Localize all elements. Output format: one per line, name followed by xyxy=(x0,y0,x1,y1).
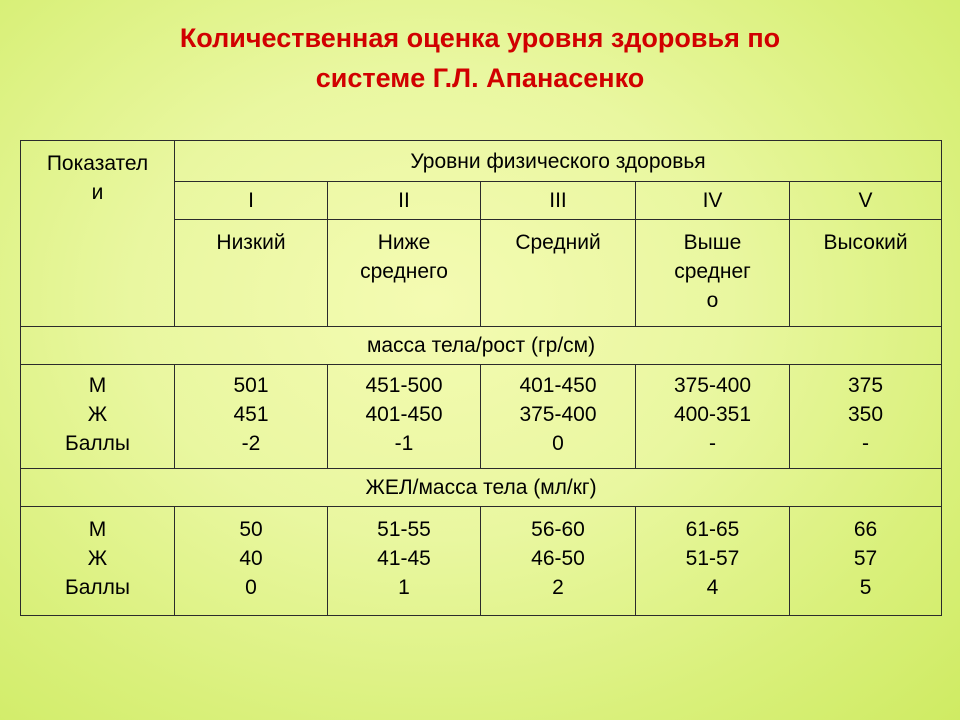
cell-value: 350 xyxy=(848,403,884,426)
row-labels-cell xyxy=(21,507,175,616)
level-name-text: Средний xyxy=(515,231,601,254)
indicators-header: Показател и xyxy=(46,152,149,204)
section-title: ЖЕЛ/масса тела (мл/кг) xyxy=(21,469,942,507)
row-label: М xyxy=(88,518,107,541)
cell-value: 375-400 xyxy=(519,403,597,426)
cell-value: 61-65 xyxy=(685,518,740,541)
level-name-text: о xyxy=(706,289,719,312)
data-cell xyxy=(175,365,328,469)
page-title xyxy=(0,18,960,98)
level-name-cell xyxy=(481,220,636,327)
cell-value: 375 xyxy=(848,374,884,397)
cell-value: 451-500 xyxy=(365,374,443,397)
cell-value: 40 xyxy=(239,547,263,570)
cell-value: 401-450 xyxy=(519,374,597,397)
level-name-cell xyxy=(175,220,328,327)
cell-value: 4 xyxy=(706,576,719,599)
levels-header-cell xyxy=(175,141,942,182)
title-line-2: системе Г.Л. Апанасенко xyxy=(315,63,645,93)
cell-value: 375-400 xyxy=(673,374,752,397)
level-name-text: Ниже xyxy=(377,231,431,254)
cell-value: -2 xyxy=(241,432,261,455)
level-name-cell xyxy=(328,220,481,327)
cell-value: - xyxy=(709,432,716,455)
data-cell xyxy=(175,507,328,616)
cell-value: 451 xyxy=(233,403,269,426)
cell-value: 2 xyxy=(552,576,564,599)
data-cell xyxy=(636,365,790,469)
section-1-title-row xyxy=(21,327,942,365)
cell-value: 400-351 xyxy=(673,403,752,426)
cell-value: 5 xyxy=(859,576,872,599)
health-level-table xyxy=(20,140,942,616)
row-label: Ж xyxy=(87,403,108,426)
level-name-text: Высокий xyxy=(823,231,908,254)
cell-value: 56-60 xyxy=(531,518,585,541)
cell-value: 401-450 xyxy=(365,403,443,426)
section-1-data-row xyxy=(21,365,942,469)
level-name-text: среднего xyxy=(360,260,448,283)
level-name-text: Выше xyxy=(683,231,742,254)
cell-value: 50 xyxy=(239,518,263,541)
cell-value: 66 xyxy=(853,518,878,541)
cell-value: - xyxy=(862,432,870,455)
indicators-header-cell xyxy=(21,141,175,327)
roman-cell: V xyxy=(790,182,942,220)
section-title: масса тела/рост (гр/см) xyxy=(21,327,942,365)
cell-value: 46-50 xyxy=(531,547,585,570)
cell-value: 1 xyxy=(398,576,410,599)
row-label: Баллы xyxy=(64,576,131,599)
section-2-title-row xyxy=(21,469,942,507)
title-line-1: Количественная оценка уровня здоровья по xyxy=(179,23,781,53)
data-cell xyxy=(790,365,942,469)
level-name-cell xyxy=(790,220,942,327)
row-label: М xyxy=(88,374,107,397)
cell-value: 501 xyxy=(233,374,269,397)
row-label: Баллы xyxy=(64,432,131,455)
level-name-cell xyxy=(636,220,790,327)
data-cell xyxy=(636,507,790,616)
cell-value: 51-57 xyxy=(685,547,740,570)
data-cell xyxy=(481,365,636,469)
cell-value: 41-45 xyxy=(377,547,431,570)
table-header-row xyxy=(21,141,942,182)
row-label: Ж xyxy=(87,547,108,570)
roman-cell: I xyxy=(175,182,328,220)
level-name-text: среднег xyxy=(674,260,751,283)
cell-value: -1 xyxy=(394,432,414,455)
roman-cell: IV xyxy=(636,182,790,220)
section-2-data-row xyxy=(21,507,942,616)
roman-cell: III xyxy=(481,182,636,220)
data-cell xyxy=(481,507,636,616)
cell-value: 57 xyxy=(853,547,878,570)
data-cell xyxy=(328,365,481,469)
cell-value: 51-55 xyxy=(377,518,431,541)
levels-header: Уровни физического здоровья xyxy=(410,149,706,173)
level-name-text: Низкий xyxy=(216,231,286,254)
data-cell xyxy=(790,507,942,616)
data-cell xyxy=(328,507,481,616)
cell-value: 0 xyxy=(245,576,257,599)
row-labels-cell xyxy=(21,365,175,469)
cell-value: 0 xyxy=(552,432,564,455)
roman-cell: II xyxy=(328,182,481,220)
